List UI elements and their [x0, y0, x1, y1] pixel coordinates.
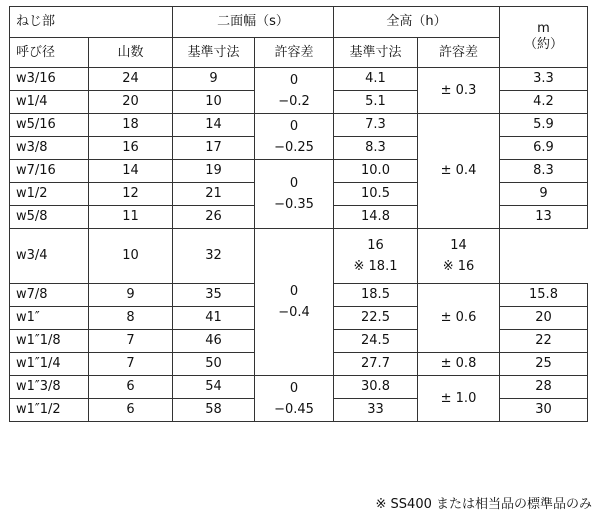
- mass-value: 14: [450, 238, 467, 253]
- thread-header: ねじ部: [10, 7, 173, 38]
- mass-cell: 5.9: [500, 114, 588, 137]
- tolerance-upper: 0: [289, 176, 299, 191]
- mass-cell: 13: [500, 206, 588, 229]
- s-basic-cell: 50: [173, 353, 255, 376]
- mass-cell: 22: [500, 330, 588, 353]
- tpi-cell: 9: [89, 284, 173, 307]
- mass-cell: 28: [500, 376, 588, 399]
- nut-dimension-table: [9, 6, 588, 422]
- header-row-top: [10, 7, 588, 38]
- tpi-cell: 6: [89, 376, 173, 399]
- mass-cell: 15.8: [500, 284, 588, 307]
- h-basic-cell: 24.5: [334, 330, 418, 353]
- tpi-header: 山数: [89, 38, 173, 68]
- mass-cell: 6.9: [500, 137, 588, 160]
- width-across-flats-header: 二面幅（s）: [173, 7, 334, 38]
- mass-header: [500, 7, 588, 68]
- h-basic-cell: 8.3: [334, 137, 418, 160]
- s-basic-cell: 17: [173, 137, 255, 160]
- nominal-cell: w1″1/2: [10, 399, 89, 422]
- s-basic-cell: 26: [173, 206, 255, 229]
- tpi-cell: 7: [89, 353, 173, 376]
- mass-cell: [418, 229, 500, 284]
- s-basic-cell: 32: [173, 229, 255, 284]
- mass-ss400-value: ※ 16: [442, 259, 475, 274]
- s-basic-cell: 54: [173, 376, 255, 399]
- h-basic-cell: 30.8: [334, 376, 418, 399]
- h-basic-cell: 7.3: [334, 114, 418, 137]
- s-basic-cell: 46: [173, 330, 255, 353]
- h-basic-cell: [334, 229, 418, 284]
- tpi-cell: 8: [89, 307, 173, 330]
- tpi-cell: 16: [89, 137, 173, 160]
- s-tolerance-cell: [255, 68, 334, 114]
- h-basic-cell: 5.1: [334, 91, 418, 114]
- table-row: [10, 68, 588, 91]
- h-tolerance-cell: ± 0.6: [418, 284, 500, 353]
- tpi-cell: 7: [89, 330, 173, 353]
- nut-dimension-table-container: [9, 6, 588, 422]
- s-basic-cell: 19: [173, 160, 255, 183]
- h-basic-cell: 22.5: [334, 307, 418, 330]
- nominal-cell: w1″: [10, 307, 89, 330]
- tpi-cell: 6: [89, 399, 173, 422]
- tpi-cell: 10: [89, 229, 173, 284]
- mass-cell: 20: [500, 307, 588, 330]
- h-basic-cell: 33: [334, 399, 418, 422]
- h-tolerance-cell: ± 0.4: [418, 114, 500, 229]
- mass-cell: 9: [500, 183, 588, 206]
- h-basic-ss400-value: ※ 18.1: [353, 259, 398, 274]
- nominal-cell: w1/2: [10, 183, 89, 206]
- tpi-cell: 12: [89, 183, 173, 206]
- mass-cell: 25: [500, 353, 588, 376]
- tolerance-lower: −0.2: [278, 93, 310, 109]
- mass-cell: 30: [500, 399, 588, 422]
- tolerance-upper: 0: [289, 284, 299, 299]
- s-tolerance-cell: [255, 114, 334, 160]
- tpi-cell: 24: [89, 68, 173, 91]
- s-basic-cell: 9: [173, 68, 255, 91]
- s-basic-cell: 21: [173, 183, 255, 206]
- h-basic-cell: 10.0: [334, 160, 418, 183]
- mass-cell: 4.2: [500, 91, 588, 114]
- nominal-cell: w5/8: [10, 206, 89, 229]
- tolerance-lower: −0.35: [274, 197, 314, 212]
- s-tolerance-header: 許容差: [255, 38, 334, 68]
- s-tolerance-cell: [255, 229, 334, 376]
- height-header: 全高（h）: [334, 7, 500, 38]
- h-basic-header: 基準寸法: [334, 38, 418, 68]
- table-row: [10, 376, 588, 399]
- tolerance-upper: 0: [289, 118, 299, 134]
- nominal-cell: w1/4: [10, 91, 89, 114]
- tpi-cell: 14: [89, 160, 173, 183]
- tolerance-lower: −0.25: [274, 139, 314, 155]
- tpi-cell: 11: [89, 206, 173, 229]
- h-basic-cell: 14.8: [334, 206, 418, 229]
- tpi-cell: 20: [89, 91, 173, 114]
- tpi-cell: 18: [89, 114, 173, 137]
- nominal-cell: w3/4: [10, 229, 89, 284]
- tolerance-lower: −0.45: [274, 401, 314, 417]
- h-basic-value: 16: [367, 238, 384, 253]
- s-basic-cell: 58: [173, 399, 255, 422]
- s-basic-cell: 41: [173, 307, 255, 330]
- h-tolerance-cell: ± 0.8: [418, 353, 500, 376]
- s-tolerance-cell: [255, 160, 334, 229]
- mass-header-symbol: m: [537, 21, 550, 36]
- h-tolerance-cell: ± 1.0: [418, 376, 500, 422]
- nominal-cell: w7/8: [10, 284, 89, 307]
- table-row: [10, 114, 588, 137]
- nominal-cell: w1″1/8: [10, 330, 89, 353]
- nominal-cell: w5/16: [10, 114, 89, 137]
- h-basic-cell: 4.1: [334, 68, 418, 91]
- nominal-cell: w1″1/4: [10, 353, 89, 376]
- s-basic-header: 基準寸法: [173, 38, 255, 68]
- tolerance-upper: 0: [289, 72, 299, 88]
- nominal-header: 呼び径: [10, 38, 89, 68]
- table-row: [10, 160, 588, 183]
- footnote: ※ SS400 または相当品の標準品のみ: [375, 497, 592, 512]
- h-basic-cell: 27.7: [334, 353, 418, 376]
- h-tolerance-header: 許容差: [418, 38, 500, 68]
- nominal-cell: w3/8: [10, 137, 89, 160]
- tolerance-lower: −0.4: [278, 305, 310, 320]
- mass-cell: 3.3: [500, 68, 588, 91]
- nominal-cell: w1″3/8: [10, 376, 89, 399]
- nominal-cell: w3/16: [10, 68, 89, 91]
- mass-header-approx: （約）: [523, 37, 563, 52]
- h-basic-cell: 10.5: [334, 183, 418, 206]
- s-tolerance-cell: [255, 376, 334, 422]
- h-tolerance-cell: ± 0.3: [418, 68, 500, 114]
- s-basic-cell: 10: [173, 91, 255, 114]
- table-row: [10, 229, 588, 284]
- mass-cell: 8.3: [500, 160, 588, 183]
- s-basic-cell: 35: [173, 284, 255, 307]
- tolerance-upper: 0: [289, 380, 299, 396]
- h-basic-cell: 18.5: [334, 284, 418, 307]
- s-basic-cell: 14: [173, 114, 255, 137]
- nominal-cell: w7/16: [10, 160, 89, 183]
